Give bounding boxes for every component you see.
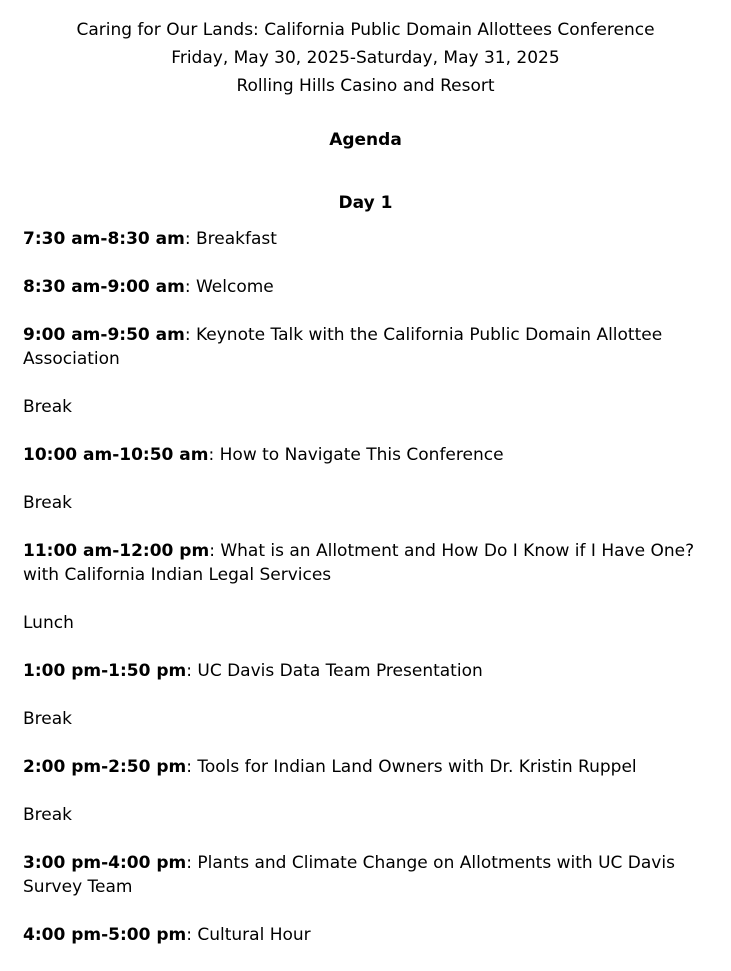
agenda-item-description: UC Davis Data Team Presentation	[197, 661, 483, 681]
agenda-item	[23, 395, 711, 419]
conference-venue: Rolling Hills Casino and Resort	[236, 76, 495, 96]
agenda-item-time: 10:00 am-10:50 am	[23, 445, 209, 465]
agenda-item	[23, 491, 711, 515]
agenda-item-separator: :	[184, 325, 196, 345]
agenda-item-separator: :	[186, 757, 198, 777]
agenda-item	[23, 227, 711, 251]
agenda-item-separator: :	[186, 661, 198, 681]
agenda-item	[23, 611, 711, 635]
agenda-item	[23, 323, 711, 371]
agenda-item-time: 1:00 pm-1:50 pm	[23, 661, 187, 681]
agenda-item-description: Tools for Indian Land Owners with Dr. Kristin Ruppel	[197, 757, 637, 777]
conference-dates: Friday, May 30, 2025-Saturday, May 31, 2025	[171, 48, 560, 68]
document-header	[0, 16, 731, 100]
agenda-item	[23, 539, 711, 587]
agenda-item-description: Plants and Climate Change on Allotments with UC Davis Survey Team	[23, 853, 675, 897]
agenda-item	[23, 755, 711, 779]
agenda-item-description: Welcome	[195, 277, 274, 297]
agenda-item-description: Keynote Talk with the California Public Domain Allottee Association	[23, 325, 663, 369]
agenda-list	[23, 227, 711, 971]
agenda-item-separator: :	[209, 541, 221, 561]
agenda-item-description: Break	[23, 709, 72, 729]
agenda-item-time: 7:30 am-8:30 am	[23, 229, 185, 249]
agenda-item	[23, 275, 711, 299]
agenda-item-description: Cultural Hour	[197, 925, 311, 945]
agenda-item-description: Break	[23, 493, 72, 513]
agenda-item	[23, 443, 711, 467]
agenda-item-time: 11:00 am-12:00 pm	[23, 541, 210, 561]
day-heading: Day 1	[338, 193, 393, 213]
agenda-item	[23, 659, 711, 683]
agenda-item	[23, 803, 711, 827]
agenda-item	[23, 707, 711, 731]
agenda-item-description: How to Navigate This Conference	[219, 445, 504, 465]
agenda-item-time: 4:00 pm-5:00 pm	[23, 925, 187, 945]
agenda-item-time: 8:30 am-9:00 am	[23, 277, 185, 297]
agenda-item	[23, 923, 711, 947]
agenda-item-time: 2:00 pm-2:50 pm	[23, 757, 187, 777]
agenda-heading: Agenda	[329, 130, 402, 150]
agenda-item-time: 3:00 pm-4:00 pm	[23, 853, 187, 873]
agenda-item	[23, 851, 711, 899]
agenda-item-description: Break	[23, 397, 72, 417]
agenda-item-description: Breakfast	[195, 229, 277, 249]
agenda-item-separator: :	[186, 853, 198, 873]
agenda-item-description: Break	[23, 805, 72, 825]
agenda-item-separator: :	[184, 277, 196, 297]
conference-title: Caring for Our Lands: California Public Domain Allottees Conference	[76, 20, 655, 40]
agenda-item-separator: :	[184, 229, 196, 249]
agenda-item-description: Lunch	[23, 613, 74, 633]
agenda-item-separator: :	[186, 925, 198, 945]
agenda-item-time: 9:00 am-9:50 am	[23, 325, 185, 345]
agenda-item-description: What is an Allotment and How Do I Know if I Have One? with California Indian Legal Services	[23, 541, 695, 585]
agenda-item-separator: :	[208, 445, 220, 465]
